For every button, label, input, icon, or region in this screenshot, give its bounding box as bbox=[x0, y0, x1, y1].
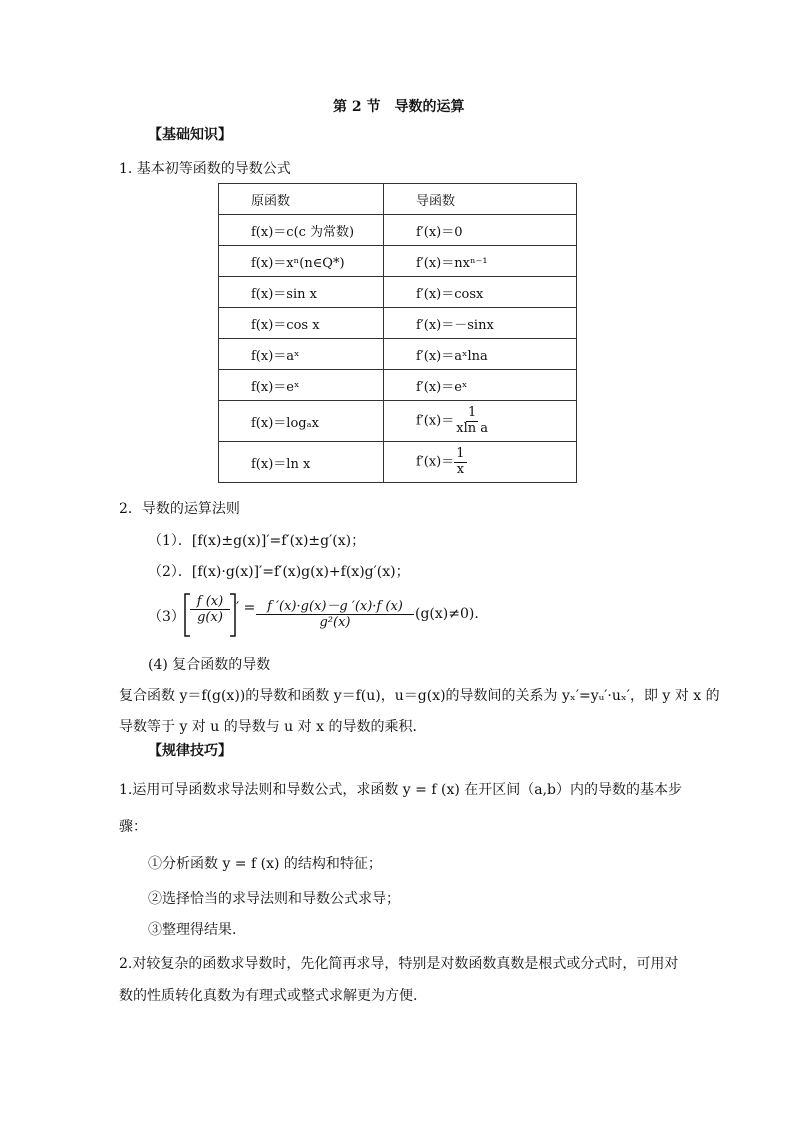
quotient-rhs bbox=[256, 595, 414, 630]
table-cell: f(x)＝logₐx bbox=[219, 401, 384, 442]
section-heading-tips: 【规律技巧】 bbox=[148, 743, 232, 759]
table-cell: f(x)＝aˣ bbox=[219, 339, 384, 370]
fraction bbox=[454, 447, 466, 477]
tip1-line: 1.运用可导函数求导法则和导数公式，求函数 y = f (x) 在开区间（a,b）内的导数的基本步 bbox=[119, 782, 683, 798]
fraction-numerator: 1 bbox=[467, 405, 477, 421]
table-cell: f′(x)＝cosx bbox=[384, 277, 577, 308]
lhs-denominator: g(x) bbox=[197, 610, 223, 625]
fraction-denominator: xln a bbox=[456, 420, 488, 436]
prime-equals: ′ = bbox=[236, 600, 256, 616]
tip2-line: 数的性质转化真数为有理式或整式求解更为方便. bbox=[119, 988, 418, 1004]
table-cell: f′(x)＝0 bbox=[384, 215, 577, 246]
composite-text-line: 导数等于 y 对 u 的导数与 u 对 x 的导数的乘积． bbox=[119, 719, 427, 735]
table-header-row bbox=[219, 184, 577, 215]
step-item: ③整理得结果. bbox=[148, 922, 237, 938]
item1-heading: 1. 基本初等函数的导数公式 bbox=[119, 161, 291, 177]
page-title: 第 2 节 导数的运算 bbox=[333, 99, 465, 115]
table-cell: f(x)＝xⁿ(n∈Q*) bbox=[219, 246, 384, 277]
rule-composite: (4) 复合函数的导数 bbox=[148, 657, 271, 673]
rhs-numerator: f ′(x)·g(x)－g ′(x)·f (x) bbox=[256, 595, 414, 615]
tip1-line: 骤： bbox=[119, 819, 147, 835]
composite-text-line: 复合函数 y＝f(g(x))的导数和函数 y＝f(u)，u＝g(x)的导数间的关系为 yₓ′=yᵤ′·uₓ′，即 y 对 x 的 bbox=[119, 688, 720, 704]
table-cell: f(x)＝sin x bbox=[219, 277, 384, 308]
rule-quotient-label: （3） bbox=[148, 609, 185, 625]
rhs-denominator: g²(x) bbox=[319, 615, 351, 630]
rule-product: （2）．[f(x)·g(x)]′=f′(x)g(x)+f(x)g′(x)； bbox=[148, 564, 410, 580]
fraction-denominator: x bbox=[456, 461, 465, 477]
table-cell bbox=[384, 442, 577, 483]
fraction-numerator: 1 bbox=[456, 446, 465, 462]
table-row bbox=[219, 401, 577, 442]
quotient-condition: (g(x)≠0). bbox=[415, 606, 479, 622]
table-header-cell: 原函数 bbox=[219, 184, 384, 215]
table-row bbox=[219, 370, 577, 401]
table-cell: f(x)＝eˣ bbox=[219, 370, 384, 401]
table-cell: f′(x)＝eˣ bbox=[384, 370, 577, 401]
quotient-lhs bbox=[190, 594, 230, 625]
table-cell: f′(x)＝nxⁿ⁻¹ bbox=[384, 246, 577, 277]
table-row bbox=[219, 277, 577, 308]
table-cell: f′(x)＝aˣlna bbox=[384, 339, 577, 370]
fraction bbox=[454, 406, 490, 436]
table-cell: f(x)＝cos x bbox=[219, 308, 384, 339]
formula-prefix: f′(x)＝ bbox=[416, 454, 455, 470]
derivative-formula-table bbox=[218, 183, 577, 483]
table-cell bbox=[384, 401, 577, 442]
lhs-numerator: f (x) bbox=[190, 594, 230, 610]
step-item: ①分析函数 y = f (x) 的结构和特征； bbox=[148, 856, 382, 872]
section-heading-basic: 【基础知识】 bbox=[148, 127, 232, 143]
table-row bbox=[219, 246, 577, 277]
item2-heading: 2．导数的运算法则 bbox=[119, 501, 240, 517]
step-item: ②选择恰当的求导法则和导数公式求导； bbox=[148, 891, 400, 907]
table-row bbox=[219, 308, 577, 339]
table-row bbox=[219, 215, 577, 246]
table-header-cell: 导函数 bbox=[384, 184, 577, 215]
formula-prefix: f′(x)＝ bbox=[416, 413, 455, 429]
tip2-line: 2.对较复杂的函数求导数时，先化简再求导，特别是对数函数真数是根式或分式时，可用对 bbox=[119, 956, 679, 972]
table-cell: f(x)＝c(c 为常数) bbox=[219, 215, 384, 246]
table-row bbox=[219, 339, 577, 370]
table-cell: f(x)＝ln x bbox=[219, 442, 384, 483]
table-cell: f′(x)＝－sinx bbox=[384, 308, 577, 339]
table-row bbox=[219, 442, 577, 483]
rule-sum: （1）．[f(x)±g(x)]′=f′(x)±g′(x)； bbox=[148, 533, 366, 549]
